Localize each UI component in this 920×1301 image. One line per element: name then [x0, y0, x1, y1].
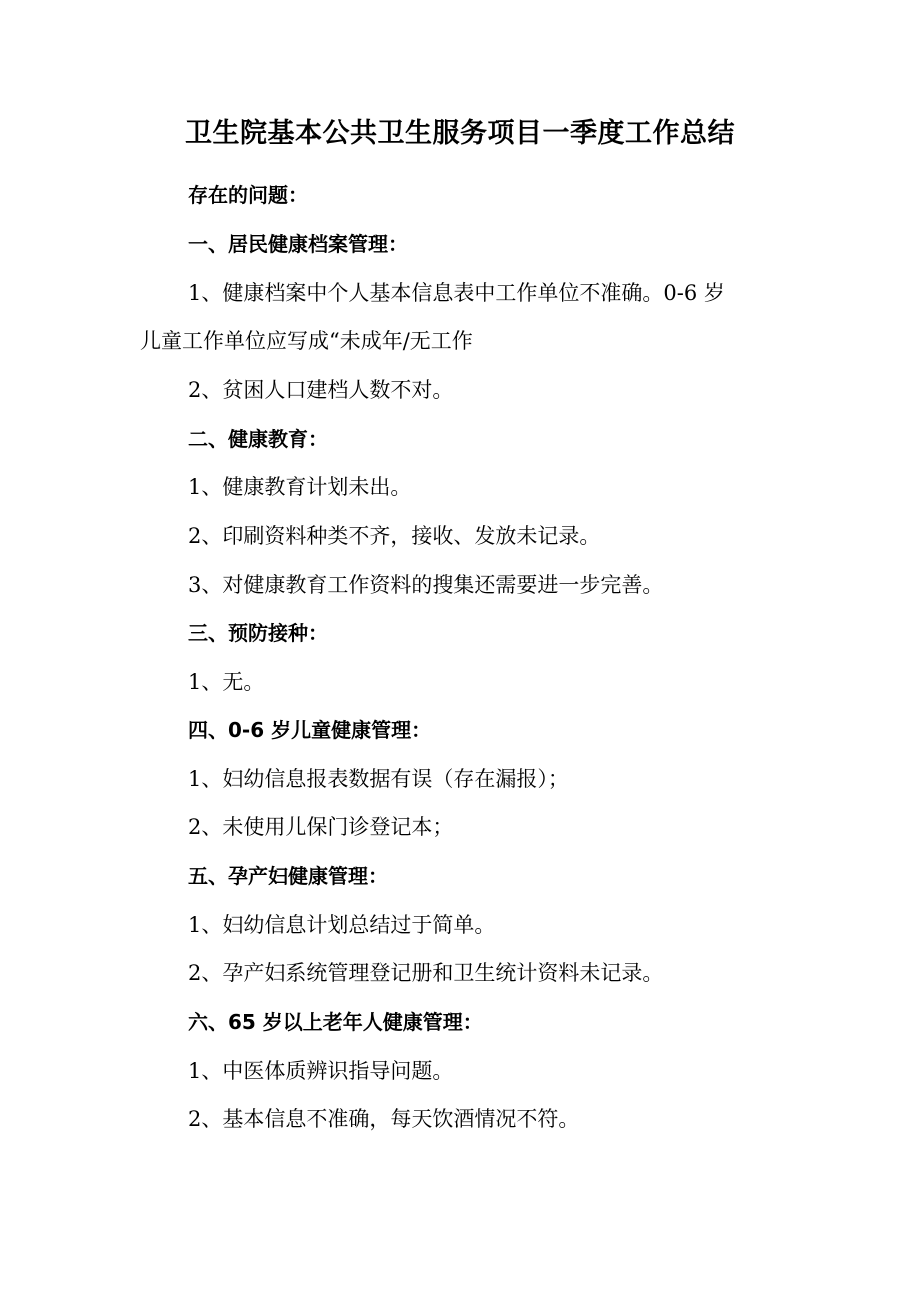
section-heading-maternal-health: 五、孕产妇健康管理：	[188, 864, 388, 888]
section-item: 1、妇幼信息计划总结过于简单。	[188, 913, 496, 937]
section-heading-elderly-health: 六、65 岁以上老年人健康管理：	[188, 1010, 483, 1034]
section-item: 2、孕产妇系统管理登记册和卫生统计资料未记录。	[188, 961, 664, 985]
section-item: 1、健康教育计划未出。	[188, 475, 412, 499]
section-heading-child-health: 四、0-6 岁儿童健康管理：	[188, 718, 432, 742]
section-item: 2、基本信息不准确，每天饮酒情况不符。	[188, 1107, 580, 1131]
section-heading-vaccination: 三、预防接种：	[188, 621, 328, 645]
section-item: 2、贫困人口建档人数不对。	[188, 378, 454, 402]
section-item: 1、健康档案中个人基本信息表中工作单位不准确。0-6 岁	[188, 281, 725, 305]
section-item: 2、未使用儿保门诊登记本；	[188, 815, 454, 839]
section-heading-health-records: 一、居民健康档案管理：	[188, 232, 408, 256]
problems-intro: 存在的问题：	[188, 183, 308, 207]
section-item: 1、无。	[188, 670, 265, 694]
section-item-continuation: 儿童工作单位应写成“未成年/无工作	[140, 329, 473, 353]
section-item: 1、妇幼信息报表数据有误（存在漏报）；	[188, 767, 569, 791]
section-item: 1、中医体质辨识指导问题。	[188, 1059, 454, 1083]
section-heading-health-education: 二、健康教育：	[188, 427, 328, 451]
section-item: 3、对健康教育工作资料的搜集还需要进一步完善。	[188, 573, 664, 597]
section-item: 2、印刷资料种类不齐，接收、发放未记录。	[188, 524, 601, 548]
document-title: 卫生院基本公共卫生服务项目一季度工作总结	[185, 118, 735, 149]
